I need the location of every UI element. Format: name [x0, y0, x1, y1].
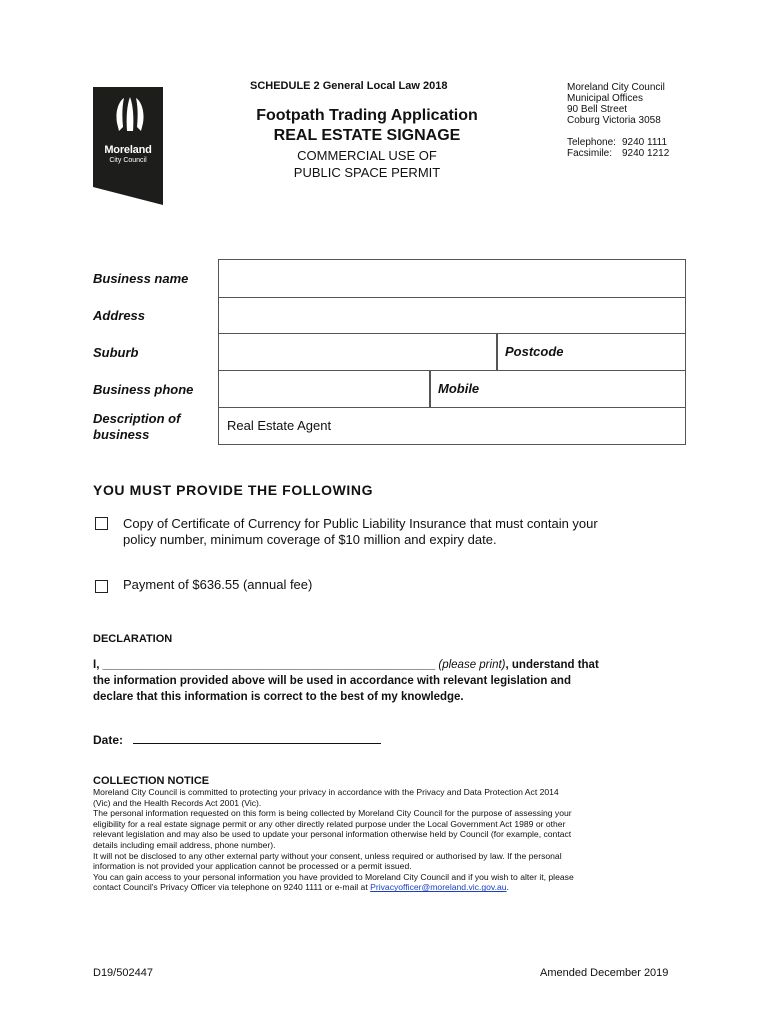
- address-label: Address: [93, 308, 146, 323]
- notice-contact-text: contact Council's Privacy Officer via telephone on 9240 1111 or e-mail at: [93, 882, 371, 893]
- notice-line: Moreland City Council is committed to protecting your privacy in accordance with the Privacy and Data Protection Act 2014: [93, 787, 559, 797]
- notice-line: You can gain access to your personal information you have provided to Moreland City Council and if you wish to alter it, please: [93, 871, 574, 882]
- notice-line: relevant legislation and may also be used to update your personal information otherwise held by Council (for example, contact: [93, 829, 572, 840]
- certificate-checkbox[interactable]: [95, 517, 108, 530]
- notice-line: [93, 882, 685, 893]
- postcode-field[interactable]: [496, 333, 686, 371]
- collection-notice-text: [93, 787, 685, 893]
- notice-line: details including email address, phone number).: [93, 839, 276, 850]
- requirements-heading: YOU MUST PROVIDE THE FOLLOWING: [93, 482, 374, 498]
- date-label: Date:: [93, 733, 124, 747]
- facsimile-value: 9240 1212: [622, 148, 670, 159]
- declaration-suffix: , understand that: [505, 659, 599, 671]
- declaration-line-3: declare that this information is correct to the best of my knowledge.: [93, 691, 464, 703]
- council-contact: [567, 137, 669, 159]
- date-input-line[interactable]: [133, 733, 381, 744]
- description-label-line-1: Description of: [93, 411, 181, 426]
- date-row: [93, 733, 381, 747]
- description-label: [93, 411, 180, 443]
- payment-requirement: Payment of $636.55 (annual fee): [123, 577, 313, 592]
- postcode-label: Postcode: [505, 344, 564, 359]
- certificate-requirement: [123, 516, 598, 548]
- council-line: Municipal Offices: [567, 93, 643, 104]
- document-id: D19/502447: [93, 967, 153, 979]
- mobile-label: Mobile: [438, 381, 480, 396]
- description-value: Real Estate Agent: [227, 418, 332, 433]
- payment-checkbox[interactable]: [95, 580, 108, 593]
- requirement-line: policy number, minimum coverage of $10 million and expiry date.: [123, 532, 497, 547]
- business-name-label: Business name: [93, 271, 189, 286]
- page-title: Footpath Trading Application: [256, 107, 478, 124]
- address-field[interactable]: [218, 296, 686, 334]
- description-label-line-2: business: [93, 427, 150, 442]
- moreland-logo: [93, 87, 163, 205]
- notice-period: .: [506, 882, 509, 893]
- council-address: [567, 82, 665, 126]
- suburb-label: Suburb: [93, 345, 139, 360]
- logo-name: Moreland: [104, 144, 152, 156]
- council-line: 90 Bell Street: [567, 104, 628, 115]
- mobile-field[interactable]: [429, 370, 686, 408]
- notice-line: information is not provided your application cannot be processed or a permit issued.: [93, 861, 412, 872]
- please-print-note: (please print): [438, 659, 506, 671]
- schedule-heading: SCHEDULE 2 General Local Law 2018: [250, 80, 448, 92]
- declaration-line-2: the information provided above will be used in accordance with relevant legislation and: [93, 675, 571, 687]
- declaration-text: [93, 657, 683, 705]
- subtitle-line-2: PUBLIC SPACE PERMIT: [293, 165, 441, 180]
- page-subtitle: [218, 147, 516, 181]
- page-title-signage: REAL ESTATE SIGNAGE: [273, 127, 461, 144]
- logo-subtitle: City Council: [109, 157, 147, 164]
- notice-line: It will not be disclosed to any other external party without your consent, unless required or authorised by law. If the personal: [93, 850, 562, 861]
- council-line: Moreland City Council: [567, 82, 665, 93]
- name-blank[interactable]: I, ____________________________________________________: [93, 659, 436, 671]
- description-field[interactable]: [218, 407, 686, 445]
- subtitle-line-1: COMMERCIAL USE OF: [297, 148, 437, 163]
- declaration-line-1: [93, 657, 683, 673]
- notice-line: eligibility for a real estate signage permit or any other directly related purpose under the Local Government Act 1989 or other: [93, 818, 566, 829]
- business-phone-label: Business phone: [93, 382, 194, 397]
- business-name-field[interactable]: [218, 259, 686, 298]
- business-phone-field[interactable]: [218, 370, 431, 408]
- amended-date: Amended December 2019: [540, 967, 669, 979]
- facsimile-label: Facsimile:: [567, 148, 613, 159]
- collection-notice-heading: COLLECTION NOTICE: [93, 775, 210, 787]
- notice-line: The personal information requested on this form is being collected by Moreland City Council for the purpose of assessing your: [93, 808, 572, 819]
- requirement-line: Copy of Certificate of Currency for Public Liability Insurance that must contain your: [123, 516, 598, 531]
- notice-line: (Vic) and the Health Records Act 2001 (Vic).: [93, 797, 262, 808]
- privacy-email-link[interactable]: Privacyofficer@moreland.vic.gov.au: [370, 882, 507, 893]
- telephone-value: 9240 1111: [622, 137, 668, 148]
- suburb-field[interactable]: [218, 333, 498, 371]
- council-line: Coburg Victoria 3058: [567, 115, 661, 126]
- telephone-label: Telephone:: [567, 137, 616, 148]
- declaration-heading: DECLARATION: [93, 633, 173, 645]
